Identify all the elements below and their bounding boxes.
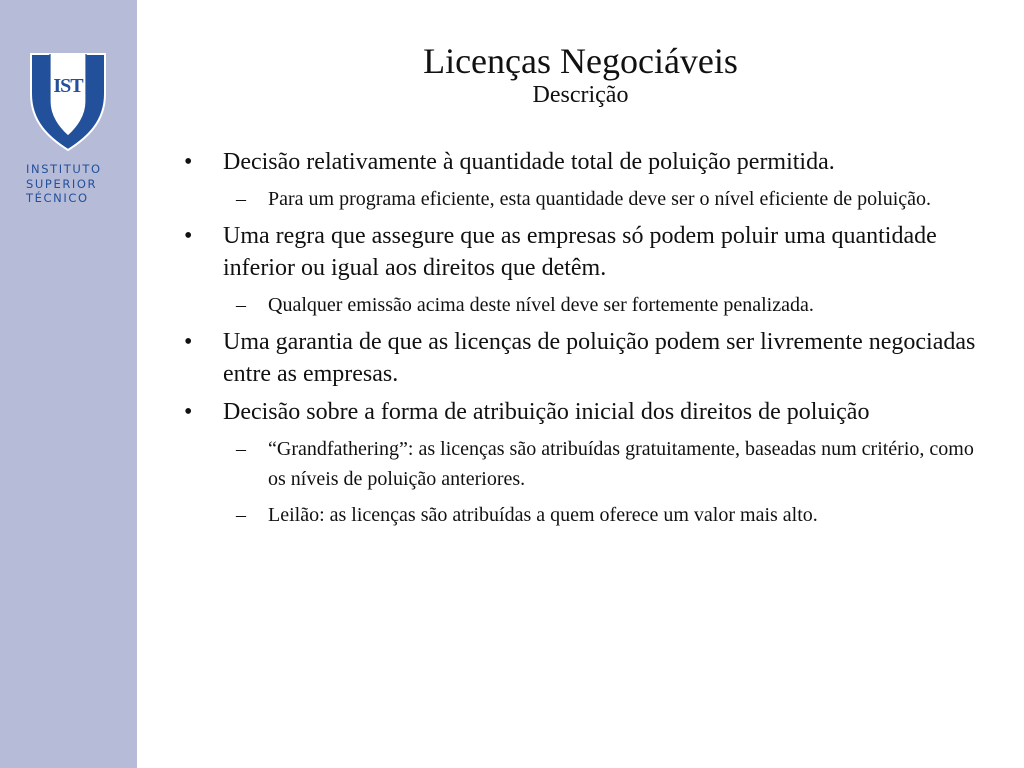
bullet-text: Uma garantia de que as licenças de poluição podem ser livremente negociadas entre as empresas. bbox=[223, 329, 976, 387]
sub-bullet-text: Leilão: as licenças são atribuídas a quem oferece um valor mais alto. bbox=[268, 504, 818, 526]
ist-letters: IST bbox=[53, 75, 83, 97]
bullet-item bbox=[184, 146, 984, 178]
sub-bullet-item bbox=[184, 290, 984, 320]
bullet-marker: • bbox=[184, 399, 193, 425]
dash-marker: – bbox=[236, 504, 246, 526]
sub-bullet-item bbox=[184, 500, 984, 530]
ist-logo bbox=[26, 52, 110, 206]
sub-bullet-item bbox=[184, 184, 984, 214]
bullet-marker: • bbox=[184, 223, 193, 249]
sidebar-panel bbox=[0, 0, 137, 768]
bullet-item bbox=[184, 396, 984, 428]
sub-bullet-text: “Grandfathering”: as licenças são atribuídas gratuitamente, baseadas num critério, como os níveis de poluição anteriores. bbox=[268, 438, 974, 490]
bullet-list bbox=[184, 146, 984, 536]
sub-bullet-text: Qualquer emissão acima deste nível deve ser fortemente penalizada. bbox=[268, 294, 814, 316]
dash-marker: – bbox=[236, 188, 246, 210]
slide-subtitle: Descrição bbox=[532, 82, 629, 108]
bullet-item bbox=[184, 326, 984, 390]
dash-marker: – bbox=[236, 294, 246, 316]
bullet-text: Decisão sobre a forma de atribuição inicial dos direitos de poluição bbox=[223, 399, 870, 425]
slide-header bbox=[137, 40, 1024, 108]
institution-line-1: INSTITUTO bbox=[26, 162, 102, 176]
ist-shield-icon bbox=[29, 52, 107, 152]
bullet-marker: • bbox=[184, 149, 193, 175]
institution-name bbox=[26, 162, 110, 206]
slide-title: Licenças Negociáveis bbox=[423, 41, 738, 81]
bullet-text: Decisão relativamente à quantidade total de poluição permitida. bbox=[223, 149, 835, 175]
bullet-marker: • bbox=[184, 329, 193, 355]
dash-marker: – bbox=[236, 438, 246, 460]
sub-bullet-item bbox=[184, 434, 984, 494]
sub-bullet-text: Para um programa eficiente, esta quantidade deve ser o nível eficiente de poluição. bbox=[268, 188, 932, 210]
institution-line-3: TÉCNICO bbox=[26, 191, 89, 205]
institution-line-2: SUPERIOR bbox=[26, 176, 98, 191]
bullet-text: Uma regra que assegure que as empresas só podem poluir uma quantidade inferior ou igual aos direitos que detêm. bbox=[223, 223, 937, 281]
bullet-item bbox=[184, 220, 984, 284]
